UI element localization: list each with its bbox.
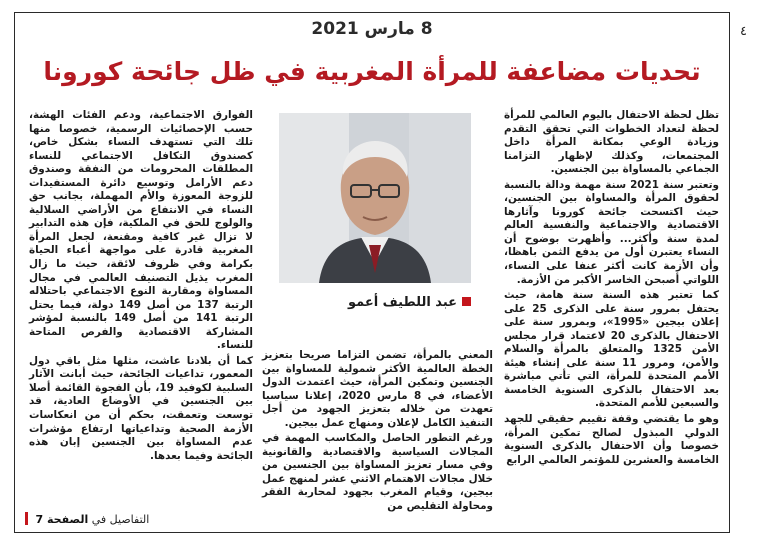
portrait-photo-icon [279, 113, 471, 283]
paragraph: كما تعتبر هذه السنة سنة هامة، حيث يحتفل بمرور سنة على الذكرى 25 على إعلان بيجين «1995»، وبمرور سنة على الاحتفال بالذكرى 20 لاعتماد قرار مجلس الأمن 1325 والمتعلق بالمرأة والسلام والأمن، ومرور 11 سنة على إنشاء هيئة الأمم المتحدة للمرأة، التي تأتي مباشرة بعد الاحتفال بالذكرى السنوية الخامسة والسبعين للأمم المتحدة. [504, 289, 719, 410]
caption-text: عبد اللطيف أعمو [347, 295, 457, 310]
photo-caption [279, 295, 471, 310]
paragraph: تظل لحظة الاحتفال باليوم العالمي للمرأة لحظة لتعداد الخطوات التي تحقق التقدم وزيادة الوعي بمكانة المرأة داخل المجتمعات، وكذلك لإظهار التزامنا الجماعي بالمساواة بين الجنسين. [504, 109, 719, 176]
paragraph: المعني بالمرأة، تضمن التزاما صريحا بتعزيز الخطة العالمية الأكثر شمولية للمساواة بين الجنسين وتمكين المرأة، حيث اعتمدت الدول الأعضاء، في 8 مارس 2020، إعلانا سياسيا تعهدت من خلاله بتعزيز الجهود من أجل التنفيذ الكامل لإعلان ومنهاج عمل بيجين. [262, 349, 493, 429]
continuation-note [25, 512, 149, 526]
paragraph: الفوارق الاجتماعية، ودعم الفئات الهشة، حسب الإحصائيات الرسمية، خصوصا منها تلك التي تستهدف النساء بشكل خاص، كصندوق التكافل الاجتماعي للنساء المطلقات المحرومات من النفقة وصندوق دعم الأرامل وتوسيع دائرة المستفيدات للزوجة المعوزة والأم المهملة، بجانب حق النساء في الانتفاع من الأراضي السلالية والولوج للحق في الملكية، فإن هذه التدابير لا تزال غير كافية ومقنعة، لجعل المرأة المغربية قادرة على مواجهة أعباء الحياة بكرامة وفي ظروف لائقة، حيث ما زال المغرب يذيل التصنيف العالمي في مجال المساواة ومقاربة النوع الاجتماعي باحتلاله الرتبة 137 من أصل 149 دولة، فيما يحتل الرتبة 141 من أصل 149 بالنسبة لمؤشر المشاركة الاقتصادية والفرص المتاحة للنساء. [29, 109, 253, 352]
page-corner-mark: ٤ [740, 24, 747, 39]
article-column-left [29, 109, 253, 463]
article-frame [14, 12, 730, 533]
article-column-right [504, 109, 719, 467]
paragraph: كما أن بلادنا عاشت، مثلها مثل باقي دول المعمور، تداعيات الجائحة، حيث أبانت الآثار السلبية لكوفيد 19، بأن الفجوة القائمة أصلا بين الجنسين في الأوضاع العادية، قد توسعت وتعمقت، بحكم أن من انعكاسات الأزمة الصحية وتداعياتها ارتفاع مؤشرات عدم المساواة بين الجنسين إبان هذه الجائحة وفيما بعدها. [29, 354, 253, 462]
continuation-page: الصفحة 7 [35, 513, 89, 526]
continuation-prefix: التفاصيل في [91, 513, 150, 526]
article-date: 8 مارس 2021 [311, 19, 433, 39]
continuation-bar-icon [25, 512, 28, 525]
article-column-middle [262, 349, 493, 514]
article-headline: تحديات مضاعفة للمرأة المغربية في ظل جائحة كورونا [43, 57, 701, 86]
paragraph: ورغم التطور الحاصل والمكاسب المهمة في المجالات السياسية والاقتصادية والقانونية وفي مسار تعزيز المساواة بين الجنسين من خلال مجالات الاهتمام الاثني عشر لمنهج عمل بيجين، وقيام المغرب بجهود لمحاربة الفقر ومحاولة التقليص من [262, 432, 493, 513]
paragraph: وهو ما يقتضي وقفة تقييم حقيقي للجهد الدولي المبذول لصالح تمكين المرأة، خصوصا وأن الاحتفال بالذكرى السنوية الخامسة والعشرين للمؤتمر العالمي الرابع [504, 413, 719, 466]
paragraph: وتعتبر سنة 2021 سنة مهمة ودالة بالنسبة لحقوق المرأة والمساواة بين الجنسين، حيث اكتسحت جائحة كورونا وآثارها الاقتصادية والاجتماعية والنفسية العالم لمدة سنة وأكثر... وأظهرت بوضوح أن النساء يعتبرن أول من يدفع الثمن باهظا، وأن الأزمة كانت أكثر عنفا على النساء، اللواتي أصبحن الخاسر الأكبر من الأزمة. [504, 178, 719, 286]
caption-bullet-icon [462, 297, 471, 306]
